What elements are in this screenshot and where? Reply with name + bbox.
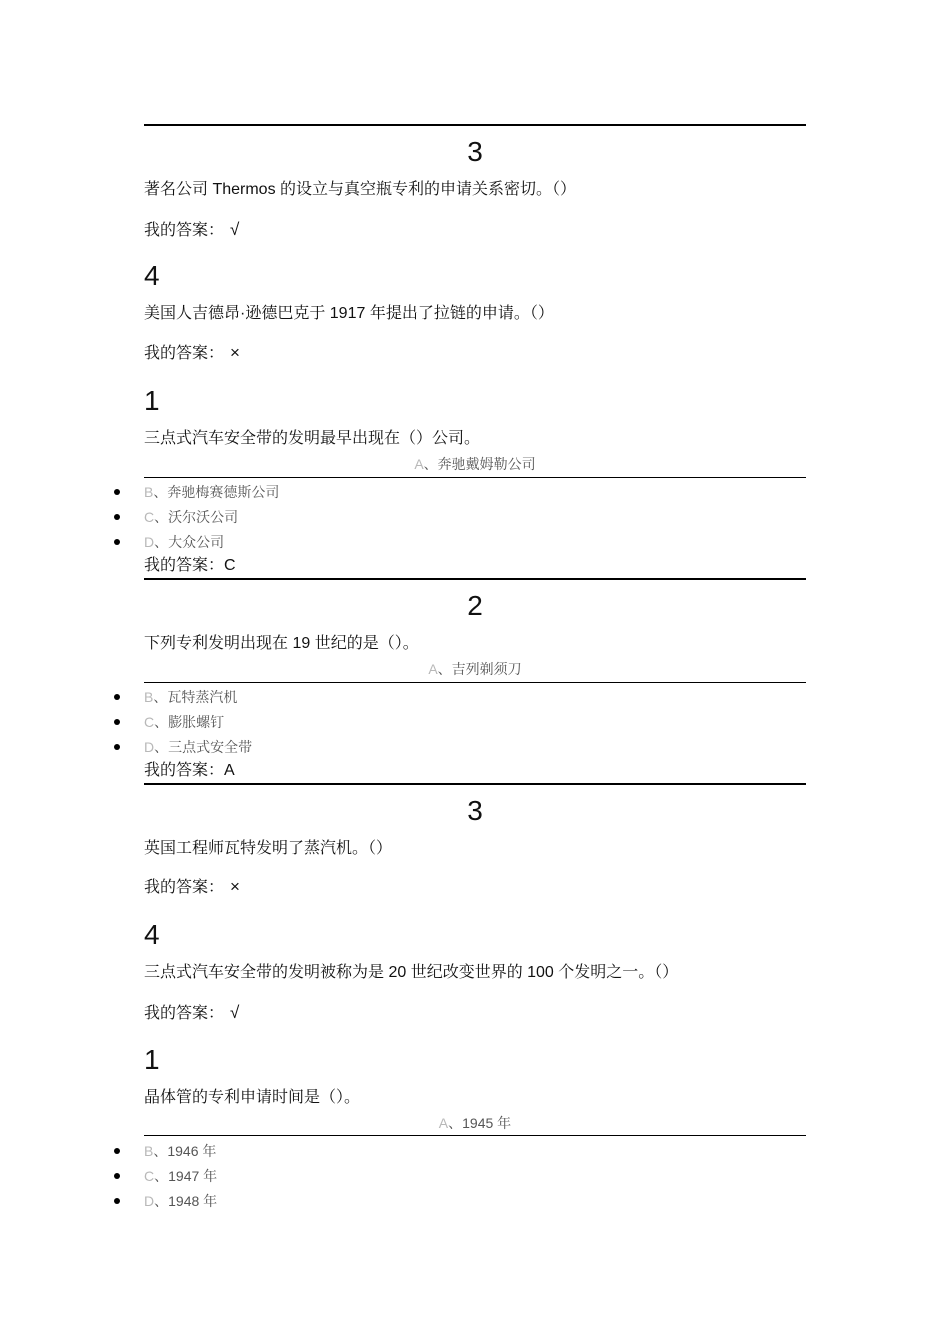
- option-c: [144, 1167, 217, 1185]
- option-letter: D: [144, 1193, 155, 1209]
- my-answer: [144, 343, 240, 364]
- option-b: [144, 1142, 216, 1160]
- bullet-icon: [114, 694, 120, 700]
- bullet-icon: [114, 1173, 120, 1179]
- question-number: 3: [467, 795, 483, 826]
- option-d: [144, 738, 252, 756]
- question-number: 4: [144, 260, 160, 291]
- question-number: 1: [144, 1044, 160, 1075]
- option-text: 、1948 年: [154, 1193, 218, 1209]
- option-divider: [144, 1135, 806, 1136]
- question-number: 2: [467, 590, 483, 621]
- option-text: 、1947 年: [154, 1168, 218, 1184]
- option-letter: B: [144, 689, 154, 705]
- option-text: 、大众公司: [154, 534, 225, 550]
- answer-label: 我的答案：: [144, 879, 225, 896]
- question-text: 三点式汽车安全带的发明被称为是 20 世纪改变世界的 100 个发明之一。（）: [144, 964, 679, 981]
- bullet-icon: [114, 744, 120, 750]
- question-text: 晶体管的专利申请时间是（）。: [144, 1089, 361, 1106]
- option-c: [144, 508, 238, 526]
- option-letter: B: [144, 1143, 154, 1159]
- section-divider: [144, 783, 806, 785]
- option-letter: D: [144, 739, 155, 755]
- question-text: 美国人吉德昂·逊德巴克于 1917 年提出了拉链的申请。（）: [144, 305, 554, 322]
- question-text: 下列专利发明出现在 19 世纪的是（）。: [144, 635, 419, 652]
- my-answer: [144, 877, 240, 898]
- answer-label: 我的答案：: [144, 222, 225, 239]
- answer-label: 我的答案：: [144, 345, 225, 362]
- question-number: 3: [467, 136, 483, 167]
- answer-check-mark: √: [230, 1003, 240, 1022]
- option-text: 、吉列剃须刀: [437, 661, 522, 677]
- option-letter: C: [144, 714, 155, 730]
- answer-cross-mark: ×: [230, 343, 240, 362]
- option-text: 、奔驰戴姆勒公司: [423, 456, 536, 472]
- option-divider: [144, 477, 806, 478]
- option-a: [144, 455, 806, 473]
- answer-label: 我的答案：: [144, 762, 225, 779]
- answer-check-mark: √: [230, 220, 240, 239]
- question-number: 1: [144, 385, 160, 416]
- option-text: 、膨胀螺钉: [154, 714, 225, 730]
- option-text: 、沃尔沃公司: [154, 509, 239, 525]
- answer-value: A: [224, 762, 235, 779]
- option-text: 、奔驰梅赛德斯公司: [153, 484, 280, 500]
- option-a: [144, 1114, 806, 1132]
- option-text: 、1945 年: [448, 1115, 512, 1131]
- answer-label: 我的答案：: [144, 557, 225, 574]
- answer-value: C: [224, 557, 236, 574]
- question-text: 英国工程师瓦特发明了蒸汽机。（）: [144, 840, 393, 857]
- bullet-icon: [114, 719, 120, 725]
- my-answer: [144, 556, 236, 576]
- option-a: [144, 660, 806, 678]
- option-d: [144, 533, 224, 551]
- option-letter: A: [428, 661, 438, 677]
- option-b: [144, 483, 279, 501]
- bullet-icon: [114, 1148, 120, 1154]
- option-letter: C: [144, 509, 155, 525]
- option-letter: C: [144, 1168, 155, 1184]
- my-answer: [144, 220, 239, 241]
- my-answer: [144, 761, 235, 781]
- question-text: 三点式汽车安全带的发明最早出现在（）公司。: [144, 430, 481, 447]
- question-number: 4: [144, 919, 160, 950]
- option-text: 、瓦特蒸汽机: [153, 689, 238, 705]
- option-text: 、三点式安全带: [154, 739, 253, 755]
- bullet-icon: [114, 514, 120, 520]
- option-b: [144, 688, 237, 706]
- option-c: [144, 713, 224, 731]
- option-d: [144, 1192, 217, 1210]
- option-letter: B: [144, 484, 154, 500]
- section-divider: [144, 124, 806, 126]
- bullet-icon: [114, 489, 120, 495]
- answer-cross-mark: ×: [230, 877, 240, 896]
- my-answer: [144, 1003, 239, 1024]
- question-text: 著名公司 Thermos 的设立与真空瓶专利的申请关系密切。（）: [144, 181, 577, 198]
- option-letter: D: [144, 534, 155, 550]
- section-divider: [144, 578, 806, 580]
- option-text: 、1946 年: [153, 1143, 217, 1159]
- option-letter: A: [438, 1115, 449, 1131]
- answer-label: 我的答案：: [144, 1005, 225, 1022]
- option-divider: [144, 682, 806, 683]
- bullet-icon: [114, 1198, 120, 1204]
- option-letter: A: [414, 456, 424, 472]
- bullet-icon: [114, 539, 120, 545]
